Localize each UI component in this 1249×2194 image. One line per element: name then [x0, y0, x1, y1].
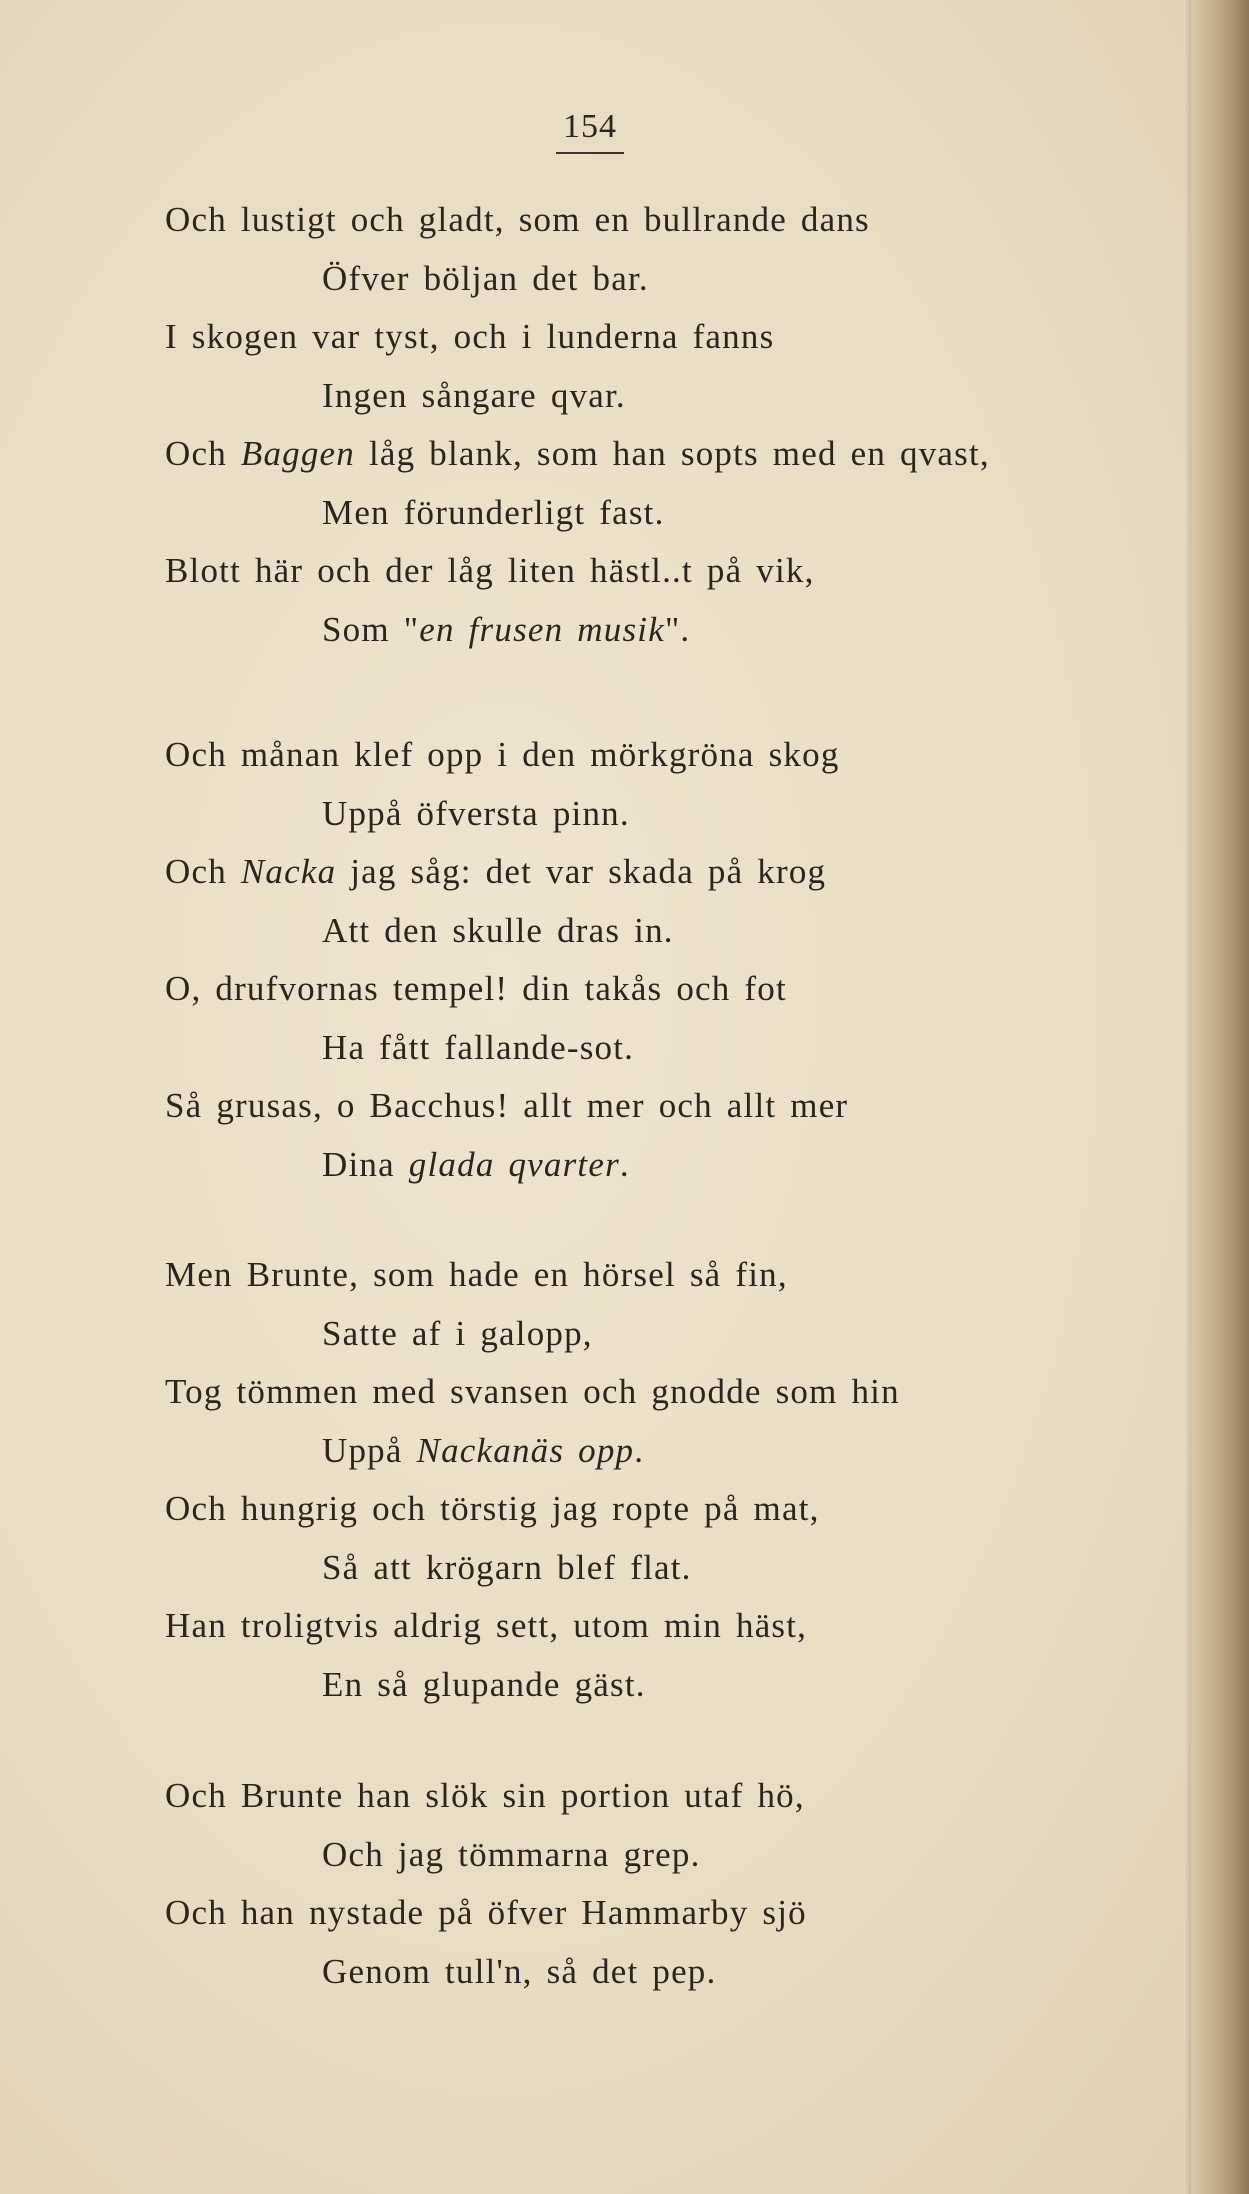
poem-line: [322, 1028, 634, 1068]
poem-line: [165, 1893, 807, 1933]
poem-line: [322, 1952, 716, 1992]
text-segment: Blott här och der låg liten hästl..t på vik,: [165, 551, 815, 590]
text-segment: jag såg: det var skada på krog: [336, 852, 827, 891]
poem-line: [165, 969, 787, 1009]
poem-line: [165, 551, 815, 591]
poem-line: [165, 434, 990, 474]
text-segment: O, drufvornas tempel! din takås och fot: [165, 969, 787, 1008]
text-segment: Och månan klef opp i den mörkgröna skog: [165, 735, 840, 774]
poem-line: [165, 1086, 848, 1126]
italic-text: Nacka: [240, 852, 337, 891]
text-segment: Genom tull'n, så det pep.: [322, 1951, 717, 1991]
text-segment: Ingen sångare qvar.: [322, 375, 626, 415]
poem-line: [165, 1372, 900, 1412]
poem-line: [322, 376, 626, 416]
text-segment: Tog tömmen med svansen och gnodde som hin: [165, 1372, 900, 1411]
text-segment: Så att krögarn blef flat.: [322, 1547, 692, 1587]
text-segment: Och han nystade på öfver Hammarby sjö: [165, 1893, 807, 1932]
poem-line: [322, 1665, 646, 1705]
text-segment: ".: [664, 609, 691, 649]
text-segment: Öfver böljan det bar.: [322, 258, 649, 298]
poem-line: [322, 794, 630, 834]
poem-line: [322, 1548, 692, 1588]
text-segment: Dina: [322, 1144, 409, 1184]
poem-line: [322, 1431, 644, 1471]
text-segment: Uppå öfversta pinn.: [322, 793, 630, 833]
text-segment: Satte af i galopp,: [322, 1313, 593, 1353]
italic-text: glada qvarter: [408, 1144, 620, 1184]
poem-line: [165, 852, 826, 892]
text-segment: I skogen var tyst, och i lunderna fanns: [165, 317, 775, 356]
text-segment: En så glupande gäst.: [322, 1664, 646, 1704]
text-segment: .: [634, 1430, 645, 1470]
text-segment: Och: [165, 434, 241, 473]
poem-line: [165, 317, 774, 357]
poem-line: [322, 493, 665, 533]
text-segment: .: [619, 1144, 630, 1184]
book-spine: [1191, 0, 1249, 2194]
poem-line: [165, 735, 840, 775]
text-segment: låg blank, som han sopts med en qvast,: [355, 434, 990, 473]
poem-line: [322, 259, 649, 299]
poem-line: [322, 610, 690, 650]
text-segment: Så grusas, o Bacchus! allt mer och allt mer: [165, 1086, 849, 1125]
italic-text: Baggen: [240, 434, 355, 473]
text-segment: Och hungrig och törstig jag ropte på mat,: [165, 1489, 820, 1528]
text-segment: Och lustigt och gladt, som en bullrande dans: [165, 200, 870, 239]
italic-text: en frusen musik: [419, 609, 665, 649]
text-segment: Men Brunte, som hade en hörsel så fin,: [165, 1255, 788, 1294]
text-segment: Uppå: [322, 1430, 417, 1470]
text-segment: Men förunderligt fast.: [322, 492, 665, 532]
text-segment: Som ": [322, 609, 420, 649]
poem-line: [322, 1314, 593, 1354]
page-number: 154: [556, 108, 624, 154]
poem-line: [165, 1606, 807, 1646]
text-segment: Ha fått fallande-sot.: [322, 1027, 635, 1067]
poem-line: [322, 1145, 630, 1185]
poem-line: [165, 1489, 820, 1529]
poem-line: [165, 200, 870, 240]
text-segment: Att den skulle dras in.: [322, 910, 674, 950]
text-segment: Och Brunte han slök sin portion utaf hö,: [165, 1776, 805, 1815]
text-segment: Och jag tömmarna grep.: [322, 1834, 701, 1874]
poem-line: [322, 911, 674, 951]
italic-text: Nackanäs opp: [416, 1430, 635, 1470]
poem-line: [165, 1255, 788, 1295]
text-segment: Han troligtvis aldrig sett, utom min häst,: [165, 1606, 808, 1645]
text-segment: Och: [165, 852, 241, 891]
poem-line: [165, 1776, 805, 1816]
poem-line: [322, 1835, 701, 1875]
